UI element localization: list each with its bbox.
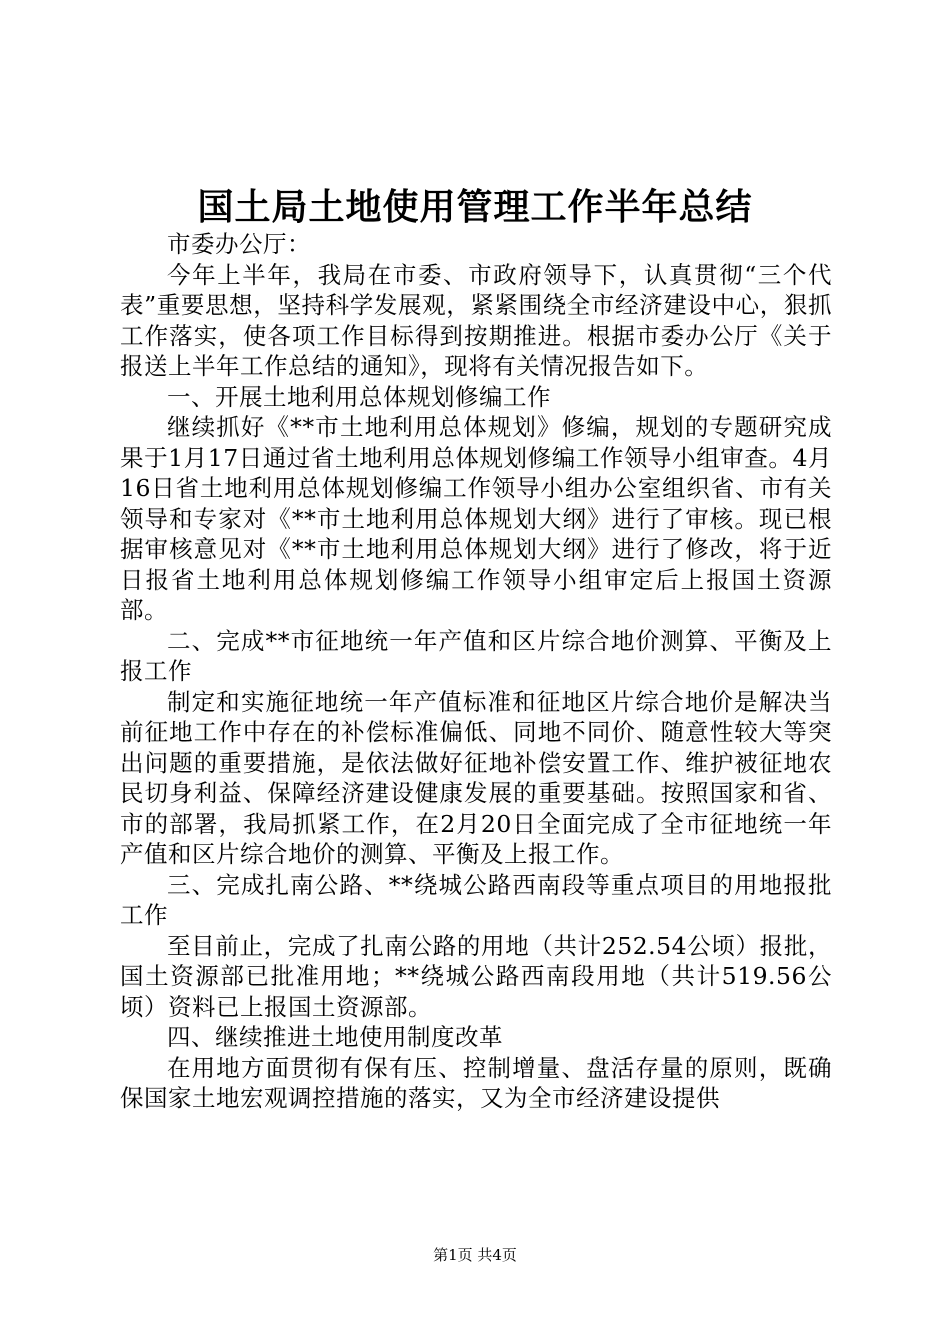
section-heading-1: 一、开展土地利用总体规划修编工作 xyxy=(167,382,551,411)
section-body-1: 继续抓好《**市土地利用总体规划》修编，规划的专题研究成果于1月17日通过省土地利用总体规划修编工作领导小组审查。4月16日省土地利用总体规划修编工作领导小组办公室组织省、市有关领导和专家对《**市土地利用总体规划大纲》进行了审核。现已根据审核意见对《**市土地利用总体规划大纲》进行了修改，将于近日报省土地利用总体规划修编工作领导小组审定后上报国土资源部。 xyxy=(120,413,832,624)
section-heading-4: 四、继续推进土地使用制度改革 xyxy=(167,1023,503,1051)
intro-paragraph: 今年上半年，我局在市委、市政府领导下，认真贯彻“三个代表”重要思想，坚持科学发展观，紧紧围绕全市经济建设中心，狠抓工作落实，使各项工作目标得到按期推进。根据市委办公厅《关于报送上半年工作总结的通知》，现将有关情况报告如下。 xyxy=(120,260,832,380)
document-title: 国土局土地使用管理工作半年总结 xyxy=(197,187,753,228)
salutation: 市委办公厅： xyxy=(167,230,311,258)
section-heading-2: 二、完成**市征地统一年产值和区片综合地价测算、平衡及上报工作 xyxy=(120,626,832,685)
document-body xyxy=(120,229,832,1114)
page-footer: 第1页 共4页 xyxy=(433,1246,517,1264)
section-heading-3: 三、完成扎南公路、**绕城公路西南段等重点项目的用地报批工作 xyxy=(120,870,832,929)
section-body-4: 在用地方面贯彻有保有压、控制增量、盘活存量的原则，既确保国家土地宏观调控措施的落实，又为全市经济建设提供 xyxy=(120,1053,832,1112)
section-body-2: 制定和实施征地统一年产值标准和征地区片综合地价是解决当前征地工作中存在的补偿标准偏低、同地不同价、随意性较大等突出问题的重要措施，是依法做好征地补偿安置工作、维护被征地农民切身利益、保障经济建设健康发展的重要基础。按照国家和省、市的部署，我局抓紧工作，在2月20日全面完成了全市征地统一年产值和区片综合地价的测算、平衡及上报工作。 xyxy=(120,687,832,868)
section-body-3: 至目前止，完成了扎南公路的用地（共计252.54公顷）报批，国土资源部已批准用地；**绕城公路西南段用地（共计519.56公顷）资料已上报国土资源部。 xyxy=(120,931,832,1021)
